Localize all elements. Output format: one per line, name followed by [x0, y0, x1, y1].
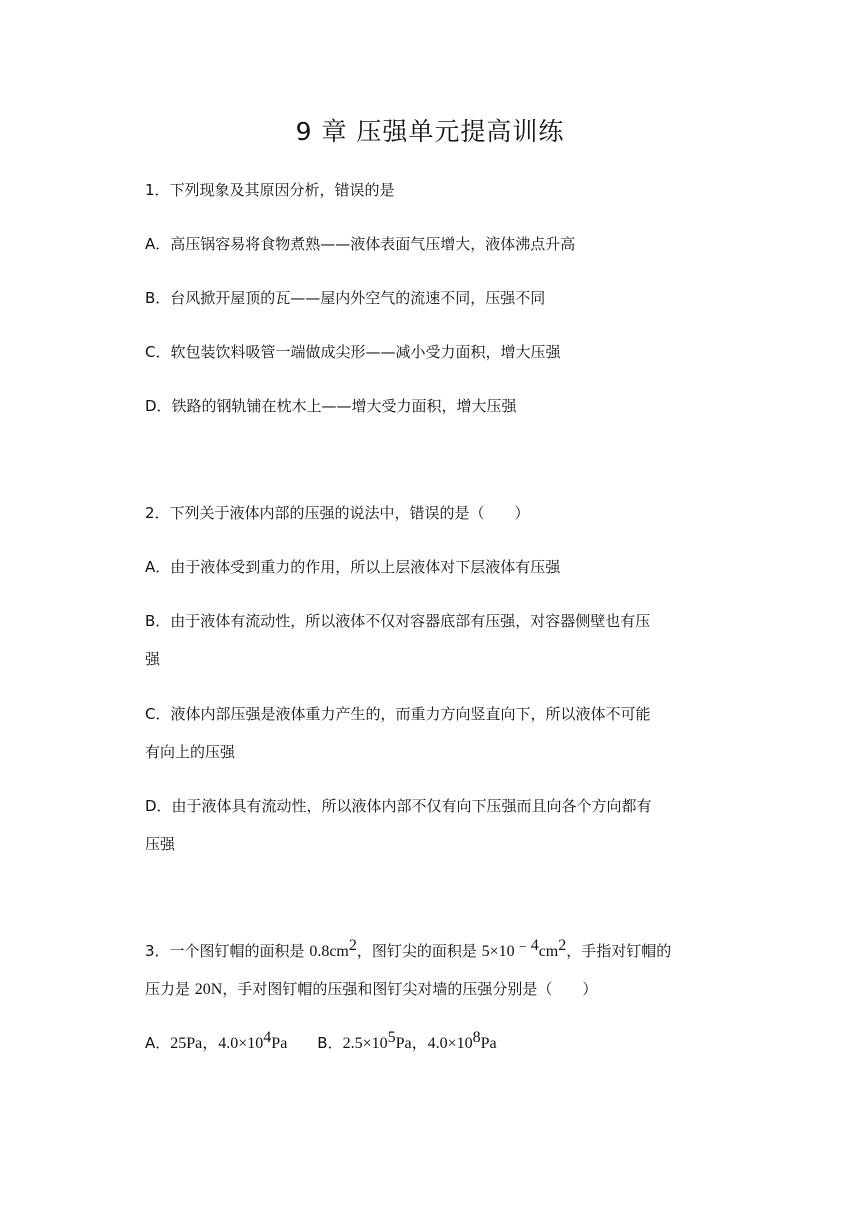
- q3-text: 3．一个图钉帽的面积是: [145, 942, 310, 960]
- q3-text: ，图钉尖的面积是: [356, 942, 482, 960]
- q3-option-b-value: 2.5×10: [342, 1035, 388, 1052]
- q3-tip-area-exp: ﹣4: [514, 937, 539, 954]
- question-1-stem: 1．下列现象及其原因分析，错误的是: [145, 181, 395, 199]
- page-title: 9 章 压强单元提高训练: [295, 117, 565, 146]
- q3-option-a-unit: Pa: [271, 1035, 288, 1052]
- q3-text: ，手对图钉帽的压强和图钉尖对墙的压强分别是（ ）: [222, 980, 598, 998]
- question-3-stem-line-2: [145, 979, 745, 1000]
- q3-tip-unit: cm: [538, 943, 559, 960]
- q3-cap-area-exp: 2: [348, 937, 357, 954]
- q3-option-b-value-2: Pa，4.0×10: [395, 1035, 473, 1052]
- question-2-option-b-line-1: B．由于液体有流动性，所以液体不仅对容器底部有压强，对容器侧壁也有压: [145, 612, 651, 630]
- question-1-option-b: B．台风掀开屋顶的瓦——屋内外空气的流速不同，压强不同: [145, 289, 546, 307]
- q3-option-a-exp: 4: [263, 1029, 272, 1046]
- q3-tip-area: 5×10: [481, 943, 515, 960]
- question-2-option-a: A．由于液体受到重力的作用，所以上层液体对下层液体有压强: [145, 558, 561, 576]
- q3-text: 压力是: [145, 980, 195, 998]
- question-2-option-d-line-2: 压强: [145, 835, 176, 853]
- question-3-stem-line-1: [145, 937, 745, 962]
- q3-cap-area: 0.8cm: [309, 943, 349, 960]
- q3-option-a-label: A．: [145, 1034, 171, 1052]
- q3-text: ，手指对钉帽的: [566, 942, 672, 960]
- question-2-option-c-line-1: C．液体内部压强是液体重力产生的，而重力方向竖直向下，所以液体不可能: [145, 705, 651, 723]
- q3-option-b-label: B．: [317, 1034, 343, 1052]
- question-2-option-c-line-2: 有向上的压强: [145, 743, 236, 761]
- question-1-option-d: D．铁路的钢轨铺在枕木上——增大受力面积，增大压强: [145, 397, 517, 415]
- q3-option-b-exp-1: 5: [387, 1029, 396, 1046]
- question-2-option-b-line-2: 强: [145, 650, 161, 668]
- q3-force: 20N: [194, 981, 223, 998]
- q3-option-a-value: 25Pa，4.0×10: [170, 1035, 264, 1052]
- question-2-stem: 2．下列关于液体内部的压强的说法中，错误的是（ ）: [145, 504, 530, 522]
- question-2-option-d-line-1: D．由于液体具有流动性，所以液体内部不仅有向下压强而且向各个方向都有: [145, 797, 652, 815]
- question-1-option-c: C．软包装饮料吸管一端做成尖形——减小受力面积，增大压强: [145, 343, 561, 361]
- question-1-option-a: A．高压锅容易将食物煮熟——液体表面气压增大，液体沸点升高: [145, 235, 576, 253]
- question-3-options: [145, 1029, 745, 1054]
- q3-tip-unit-exp: 2: [558, 937, 567, 954]
- q3-option-b-unit: Pa: [480, 1035, 497, 1052]
- q3-option-b-exp-2: 8: [472, 1029, 481, 1046]
